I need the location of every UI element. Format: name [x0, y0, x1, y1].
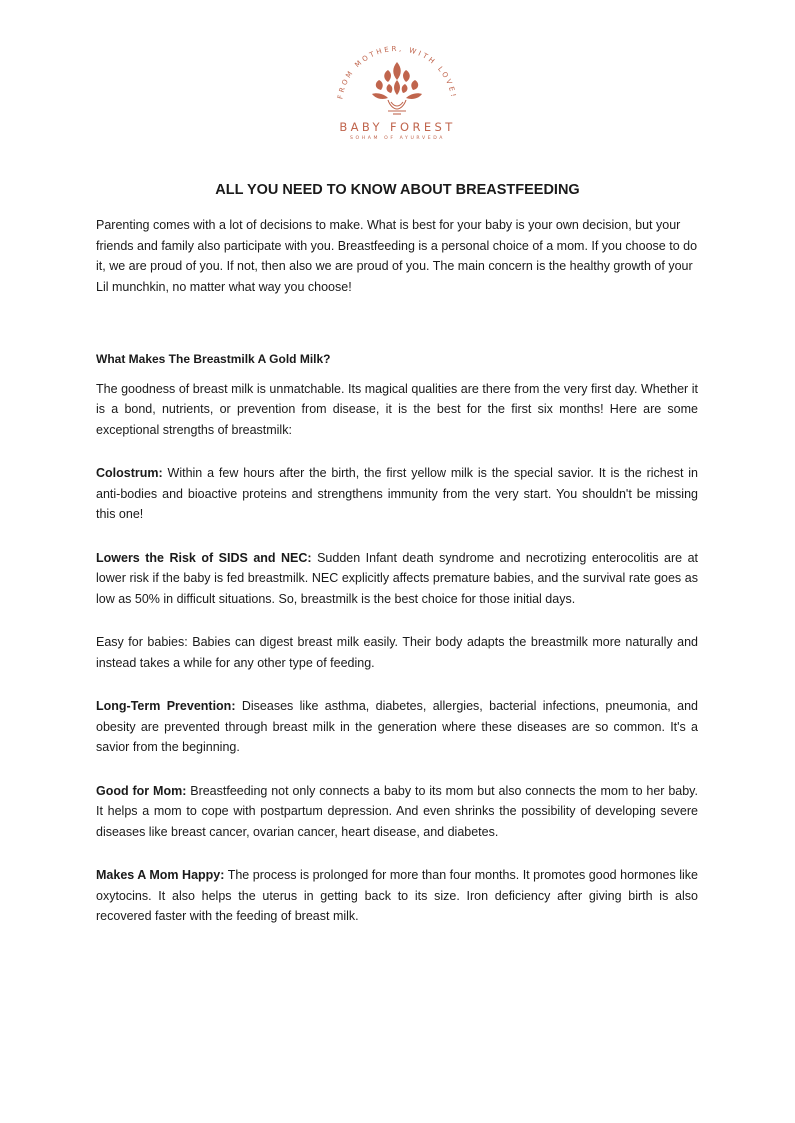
- lotus-leaves-icon: [372, 62, 422, 99]
- long-term-prevention-paragraph: [96, 696, 698, 758]
- good-for-mom-lead: Good for Mom:: [96, 783, 187, 798]
- colostrum-paragraph: [96, 463, 698, 525]
- good-for-mom-text: Breastfeeding not only connects a baby to its mom but also connects the mom to her baby. It helps a mom to cope with postpartum depression. And even shrinks the possibility of developing severe diseases like breast cancer, ovarian cancer, heart disease, and diabetes.: [96, 783, 698, 839]
- colostrum-text: Within a few hours after the birth, the first yellow milk is the special savior. It is the richest in anti-bodies and bioactive proteins and strengthens immunity from the very start. You shouldn't be missing this one!: [96, 466, 698, 521]
- easy-for-babies-paragraph: [96, 632, 698, 673]
- sids-nec-lead: Lowers the Risk of SIDS and NEC:: [96, 550, 312, 565]
- sids-nec-paragraph: [96, 548, 698, 610]
- brand-tagline: SOHAM OF AYURVEDA: [349, 136, 445, 141]
- intro-paragraph: Parenting comes with a lot of decisions to make. What is best for your baby is your own decision, but your friends and family also participate with you. Breastfeeding is a personal choice of a mom. If you choose to do it, we are proud of you. If not, then also we are proud of you. The main concern is the healthy growth of your Lil munchkin, no matter what way you choose!: [96, 218, 698, 294]
- easy-for-babies-text: Easy for babies: Babies can digest breast milk easily. Their body adapts the breastmilk more naturally and instead takes a while for any other type of feeding.: [96, 635, 698, 670]
- long-term-prevention-text: Diseases like asthma, diabetes, allergies, bacterial infections, pneumonia, and obesity are prevented through breast milk in the generation where these diseases are so common. It's a savior from the beginning.: [96, 699, 698, 754]
- lotus-base-icon: [388, 100, 406, 114]
- logo-arc-text: FROM MOTHER, WITH LOVE!: [336, 44, 458, 100]
- sub-intro-paragraph: The goodness of breast milk is unmatchable. Its magical qualities are there from the very first day. Whether it is a bond, nutrients, or prevention from disease, it is the best for the first six months! Here are some exceptional strengths of breastmilk:: [96, 381, 698, 437]
- section-heading: What Makes The Breastmilk A Gold Milk?: [96, 352, 331, 366]
- sids-nec-text: Sudden Infant death syndrome and necrotizing enterocolitis are at lower risk if the baby is fed breastmilk. NEC explicitly affects premature babies, and the survival rate goes as low as 50% in difficult situations. So, breastmilk is the best choice for those initial days.: [96, 550, 698, 606]
- article-body: [96, 215, 698, 927]
- mom-happy-lead: Makes A Mom Happy:: [96, 868, 225, 882]
- colostrum-lead: Colostrum:: [96, 466, 163, 480]
- good-for-mom-paragraph: [96, 781, 698, 843]
- brand-name: BABY FOREST: [339, 120, 456, 134]
- mom-happy-text: The process is prolonged for more than four months. It promotes good hormones like oxytocins. It also helps the uterus in getting back to its size. Iron deficiency after giving birth is also recovered faster with the feeding of breast milk.: [96, 868, 698, 923]
- long-term-prevention-lead: Long-Term Prevention:: [96, 699, 236, 713]
- page-title: ALL YOU NEED TO KNOW ABOUT BREASTFEEDING: [215, 182, 580, 198]
- mom-happy-paragraph: [96, 865, 698, 927]
